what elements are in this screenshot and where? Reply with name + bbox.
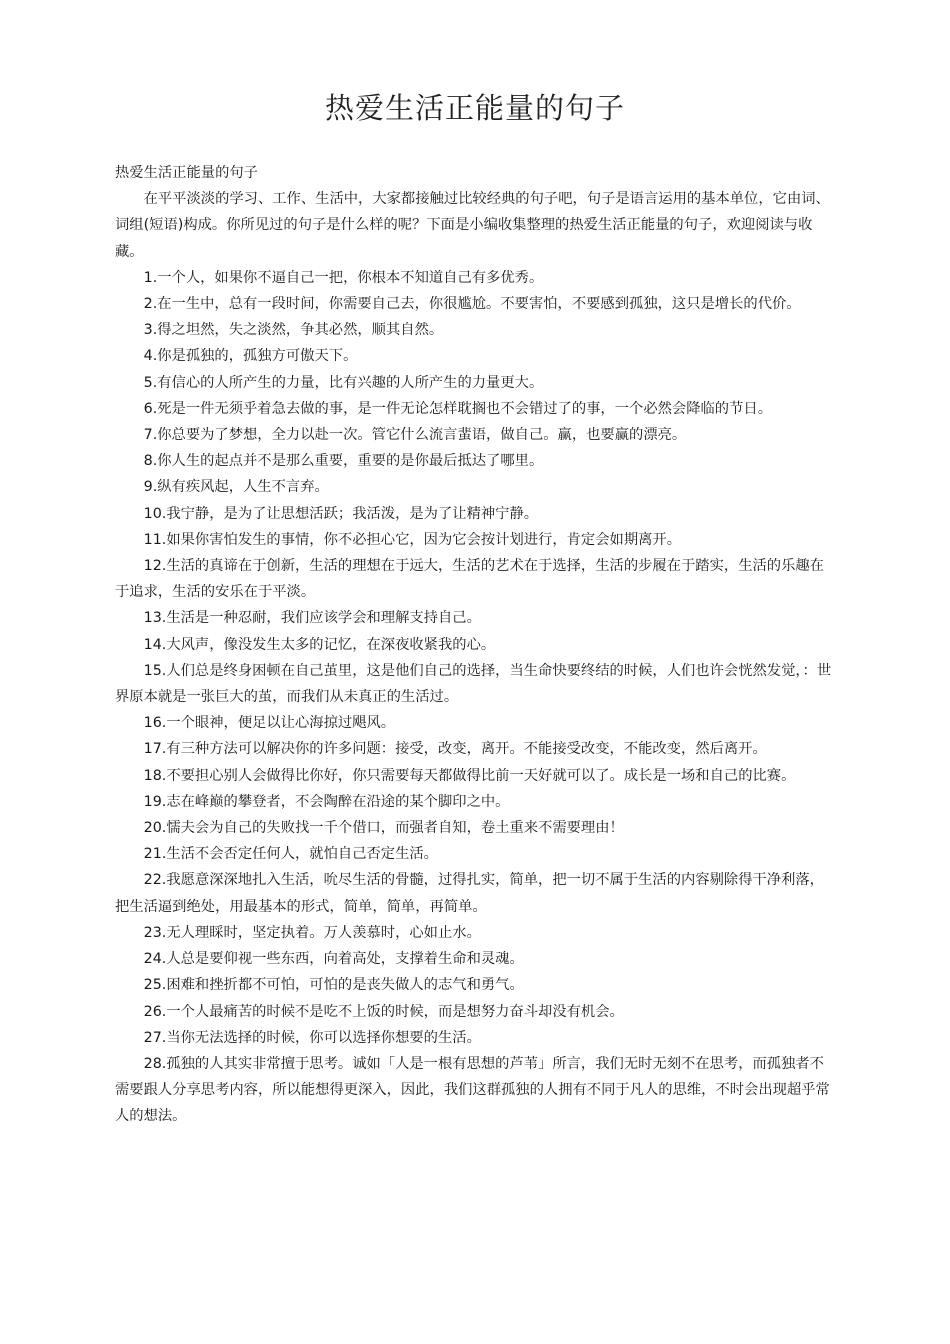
document-body	[115, 160, 835, 1130]
list-item: 14.大风声，像没发生太多的记忆，在深夜收紧我的心。	[143, 636, 496, 653]
list-item: 21.生活不会否定任何人，就怕自己否定生活。	[143, 846, 438, 863]
list-item: 19.志在峰巅的攀登者，不会陶醉在沿途的某个脚印之中。	[143, 793, 510, 810]
list-item: 28.孤独的人其实非常擅于思考。诚如「人是一根有思想的芦苇」所言，我们无时无刻不在思考，而孤独者不需要跟人分享思考内容，所以能想得更深入，因此，我们这群孤独的人拥有不同于凡人的思维，不时会出现超乎常人的想法。	[115, 1055, 830, 1125]
intro-paragraph: 在平平淡淡的学习、工作、生活中，大家都接触过比较经典的句子吧，句子是语言运用的基本单位，它由词、词组(短语)构成。你所见过的句子是什么样的呢？下面是小编收集整理的热爱生活正能量的句子，欢迎阅读与收藏。	[115, 191, 830, 260]
list-item: 24.人总是要仰视一些东西，向着高处，支撑着生命和灵魂。	[143, 951, 524, 968]
list-item: 18.不要担心别人会做得比你好，你只需要每天都做得比前一天好就可以了。成长是一场和自己的比赛。	[143, 767, 796, 784]
list-item: 6.死是一件无须乎着急去做的事，是一件无论怎样耽搁也不会错过了的事，一个必然会降临的节日。	[143, 400, 772, 417]
document-title: 热爱生活正能量的句子	[324, 91, 625, 125]
list-item: 17.有三种方法可以解决你的许多问题：接受，改变，离开。不能接受改变，不能改变，然后离开。	[143, 741, 767, 758]
list-item: 22.我愿意深深地扎入生活，吮尽生活的骨髓，过得扎实，简单，把一切不属于生活的内容剔除得干净利落，把生活逼到绝处，用最基本的形式，简单，简单，再简单。	[115, 872, 824, 915]
list-item: 27.当你无法选择的时候，你可以选择你想要的生活。	[143, 1029, 481, 1046]
list-item: 7.你总要为了梦想，全力以赴一次。管它什么流言蜚语，做自己。赢，也要赢的漂亮。	[143, 427, 687, 444]
list-item: 11.如果你害怕发生的事情，你不必担心它，因为它会按计划进行，肯定会如期离开。	[143, 531, 682, 548]
list-item: 5.有信心的人所产生的力量，比有兴趣的人所产生的力量更大。	[143, 374, 544, 391]
list-item: 4.你是孤独的，孤独方可傲天下。	[143, 348, 358, 365]
list-item: 10.我宁静，是为了让思想活跃；我活泼，是为了让精神宁静。	[143, 505, 539, 522]
list-item: 25.困难和挫折都不可怕，可怕的是丧失做人的志气和勇气。	[143, 977, 524, 994]
list-item: 9.纵有疾风起，人生不言弃。	[143, 479, 329, 496]
list-item: 2.在一生中，总有一段时间，你需要自己去，你很尴尬。不要害怕，不要感到孤独，这只是增长的代价。	[143, 296, 801, 313]
document-subtitle: 热爱生活正能量的句子	[115, 165, 258, 181]
list-item: 1.一个人，如果你不逼自己一把，你根本不知道自己有多优秀。	[143, 269, 544, 286]
list-item: 23.无人理睬时，坚定执着。万人羡慕时，心如止水。	[143, 924, 481, 941]
list-item: 13.生活是一种忍耐，我们应该学会和理解支持自己。	[143, 610, 481, 627]
list-item: 26.一个人最痛苦的时候不是吃不上饭的时候，而是想努力奋斗却没有机会。	[143, 1003, 624, 1020]
list-item: 3.得之坦然，失之淡然，争其必然，顺其自然。	[143, 322, 444, 339]
list-item: 20.懦夫会为自己的失败找一千个借口，而强者自知，卷土重来不需要理由！	[143, 820, 624, 837]
list-item: 15.人们总是终身困顿在自己茧里，这是他们自己的选择，当生命快要终结的时候，人们也许会恍然发觉，：世界原本就是一张巨大的茧，而我们从未真正的生活过。	[115, 662, 832, 706]
list-item: 16.一个眼神，便足以让心海掠过飓风。	[143, 715, 396, 732]
list-item: 8.你人生的起点并不是那么重要，重要的是你最后抵达了哪里。	[143, 453, 544, 470]
list-item: 12.生活的真谛在于创新，生活的理想在于远大，生活的艺术在于选择，生活的步履在于踏实，生活的乐趣在于追求，生活的安乐在于平淡。	[115, 558, 824, 601]
